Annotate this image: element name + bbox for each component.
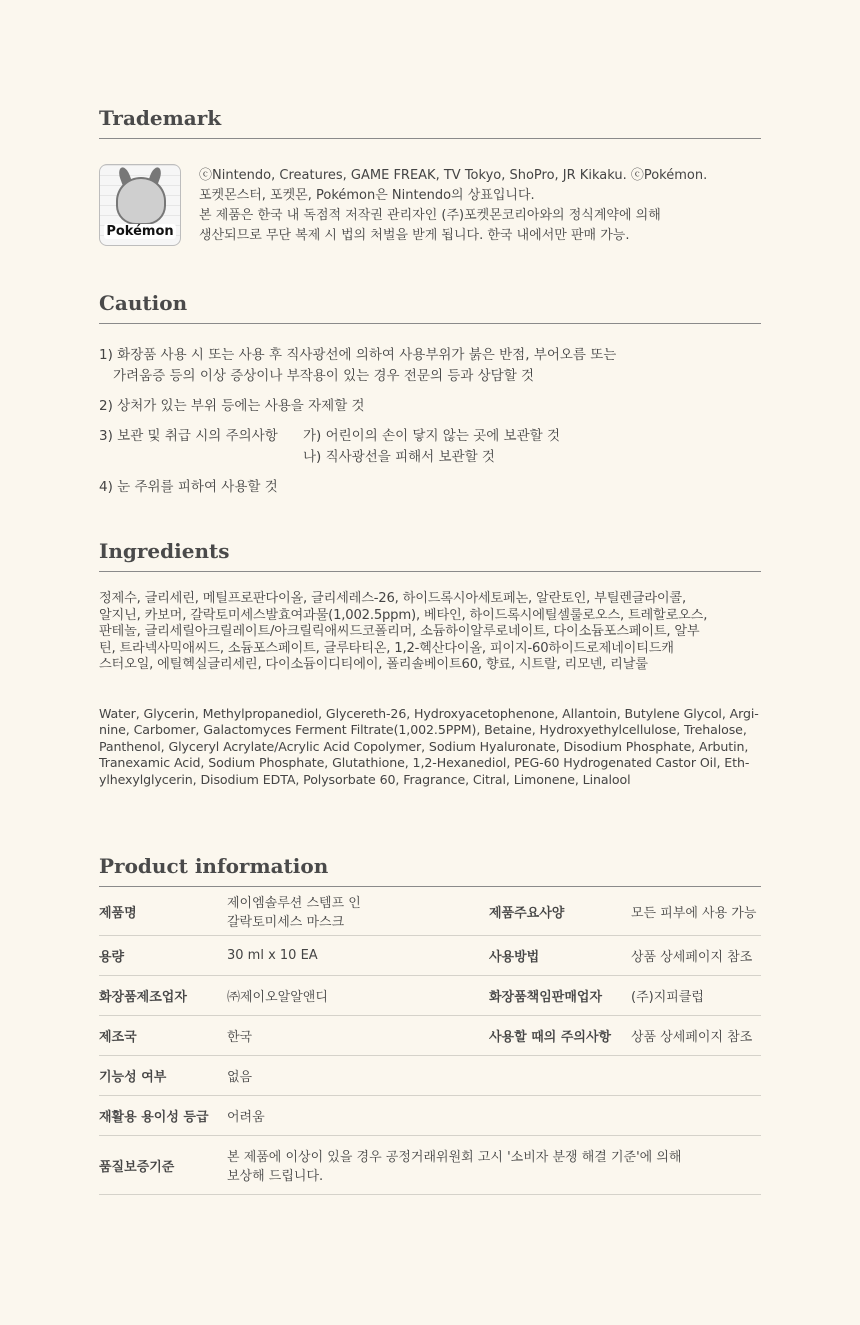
ingredients-line: 틴, 트라넥사믹애씨드, 소듐포스페이트, 글루타티온, 1,2-헥산다이올, 피이지-60하이드로제네이티드캐 [99, 640, 674, 656]
row-value-line: 보상해 드립니다. [227, 1169, 324, 1184]
row-key: 재활용 용이성 등급 [99, 1110, 209, 1125]
logo-text: Pokémon [104, 224, 176, 239]
table-row [99, 936, 761, 976]
caution-item-3 [99, 426, 761, 468]
table-row [99, 1136, 761, 1195]
caution-sub-b: 나) 직사광선을 피해서 보관할 것 [303, 449, 495, 465]
caution-text: 1) 화장품 사용 시 또는 사용 후 직사광선에 의하여 사용부위가 붉은 반점, 부어오름 또는 [99, 347, 617, 363]
trademark-line: 포켓몬스터, 포켓몬, Pokémon은 Nintendo의 상표입니다. [199, 188, 535, 203]
caution-item-4: 4) 눈 주위를 피하여 사용할 것 [99, 479, 278, 495]
product-info-table [99, 887, 761, 1195]
ingredients-line: 알지닌, 카보머, 갈락토미세스발효여과물(1,002.5ppm), 베타인, 하이드록시에틸셀룰로오스, 트레할로오스, [99, 607, 708, 623]
table-row [99, 1016, 761, 1056]
row-value: 상품 상세페이지 참조 [631, 950, 753, 965]
row-value: ㈜제이오알알앤디 [227, 990, 328, 1005]
divider [99, 138, 761, 139]
ingredients-line: Tranexamic Acid, Sodium Phosphate, Glutathione, 1,2-Hexanediol, PEG-60 Hydrogenated Castor Oil, Eth- [99, 755, 750, 770]
row-value: 모든 피부에 사용 가능 [631, 905, 757, 921]
trademark-line: 생산되므로 무단 복제 시 법의 처벌을 받게 됩니다. 한국 내에서만 판매 가능. [199, 228, 630, 243]
caution-text: 가려움증 등의 이상 증상이나 부작용이 있는 경우 전문의 등과 상담할 것 [113, 368, 535, 384]
divider [99, 571, 761, 572]
pokemon-logo-image [99, 164, 181, 246]
ingredients-line: 판테놀, 글리세릴아크릴레이트/아크릴릭애씨드코폴리머, 소듐하이알루로네이트, 다이소듐포스페이트, 알부 [99, 624, 700, 639]
trademark-text [199, 164, 707, 246]
row-value [227, 1146, 761, 1184]
ingredients-line: 정제수, 글리세린, 메틸프로판다이올, 글리세레스-26, 하이드록시아세토페논, 알란토인, 부틸렌글라이콜, [99, 591, 686, 606]
row-value: (주)지피클럽 [631, 990, 704, 1005]
row-value: 30 ml x 10 EA [227, 948, 318, 963]
trademark-title: Trademark [99, 106, 222, 130]
row-value: 어려움 [227, 1110, 265, 1125]
ingredients-line: Panthenol, Glyceryl Acrylate/Acrylic Acid Copolymer, Sodium Hyaluronate, Disodium Phosphate, Arbutin, [99, 738, 749, 754]
table-row [99, 1096, 761, 1136]
row-value-line: 제이엠솔루션 스템프 인 [227, 896, 361, 911]
ingredients-section [99, 537, 761, 788]
ingredients-line: Water, Glycerin, Methylpropanediol, Glycereth-26, Hydroxyacetophenone, Allantoin, Butylene Glycol, Argi- [99, 705, 759, 721]
row-key: 화장품제조업자 [99, 990, 187, 1005]
row-key: 품질보증기준 [99, 1159, 175, 1175]
trademark-line: ⓒNintendo, Creatures, GAME FREAK, TV Tokyo, ShoPro, JR Kikaku. ⓒPokémon. [199, 168, 708, 183]
row-value [227, 892, 489, 930]
row-value: 한국 [227, 1030, 253, 1045]
ingredients-korean [99, 591, 761, 674]
trademark-line: 본 제품은 한국 내 독점적 저작권 관리자인 (주)포켓몬코리아와의 정식계약에 의해 [199, 208, 661, 223]
trademark-section [99, 104, 761, 246]
ingredients-line: ylhexylglycerin, Disodium EDTA, Polysorbate 60, Fragrance, Citral, Limonene, Linalool [99, 771, 631, 787]
row-value-line: 갈락토미세스 마스크 [227, 915, 345, 930]
caution-section [99, 289, 761, 507]
ingredients-line: 스터오일, 에틸헥실글리세린, 다이소듐이디티에이, 폴리솔베이트60, 향료, 시트랄, 리모넨, 리날룰 [99, 657, 648, 672]
ingredients-line: nine, Carbomer, Galactomyces Ferment Filtrate(1,002.5PPM), Betaine, Hydroxyethylcellulose, Trehalose, [99, 722, 747, 737]
row-key: 화장품책임판매업자 [489, 990, 603, 1005]
row-key: 제품주요사양 [489, 905, 565, 921]
row-value: 없음 [227, 1070, 253, 1085]
row-value: 상품 상세페이지 참조 [631, 1030, 753, 1045]
row-value-line: 본 제품에 이상이 있을 경우 공정거래위원회 고시 '소비자 분쟁 해결 기준'에 의해 [227, 1150, 682, 1165]
row-key: 기능성 여부 [99, 1070, 167, 1085]
ingredients-title: Ingredients [99, 539, 230, 563]
table-row [99, 1056, 761, 1096]
row-key: 제조국 [99, 1030, 137, 1045]
caution-item-1 [99, 345, 761, 387]
caution-item-2: 2) 상처가 있는 부위 등에는 사용을 자제할 것 [99, 398, 365, 414]
product-info-title: Product information [99, 854, 329, 878]
caution-label: 3) 보관 및 취급 시의 주의사항 [99, 428, 278, 444]
table-row [99, 976, 761, 1016]
caution-title: Caution [99, 291, 188, 315]
product-info-section [99, 852, 761, 1195]
row-key: 사용할 때의 주의사항 [489, 1030, 612, 1045]
divider [99, 323, 761, 324]
ingredients-english [99, 706, 761, 789]
row-key: 사용방법 [489, 950, 540, 965]
caution-sub-a: 가) 어린이의 손이 닿지 않는 곳에 보관할 것 [303, 428, 561, 444]
row-key: 제품명 [99, 905, 137, 921]
row-key: 용량 [99, 950, 125, 965]
table-row [99, 887, 761, 936]
